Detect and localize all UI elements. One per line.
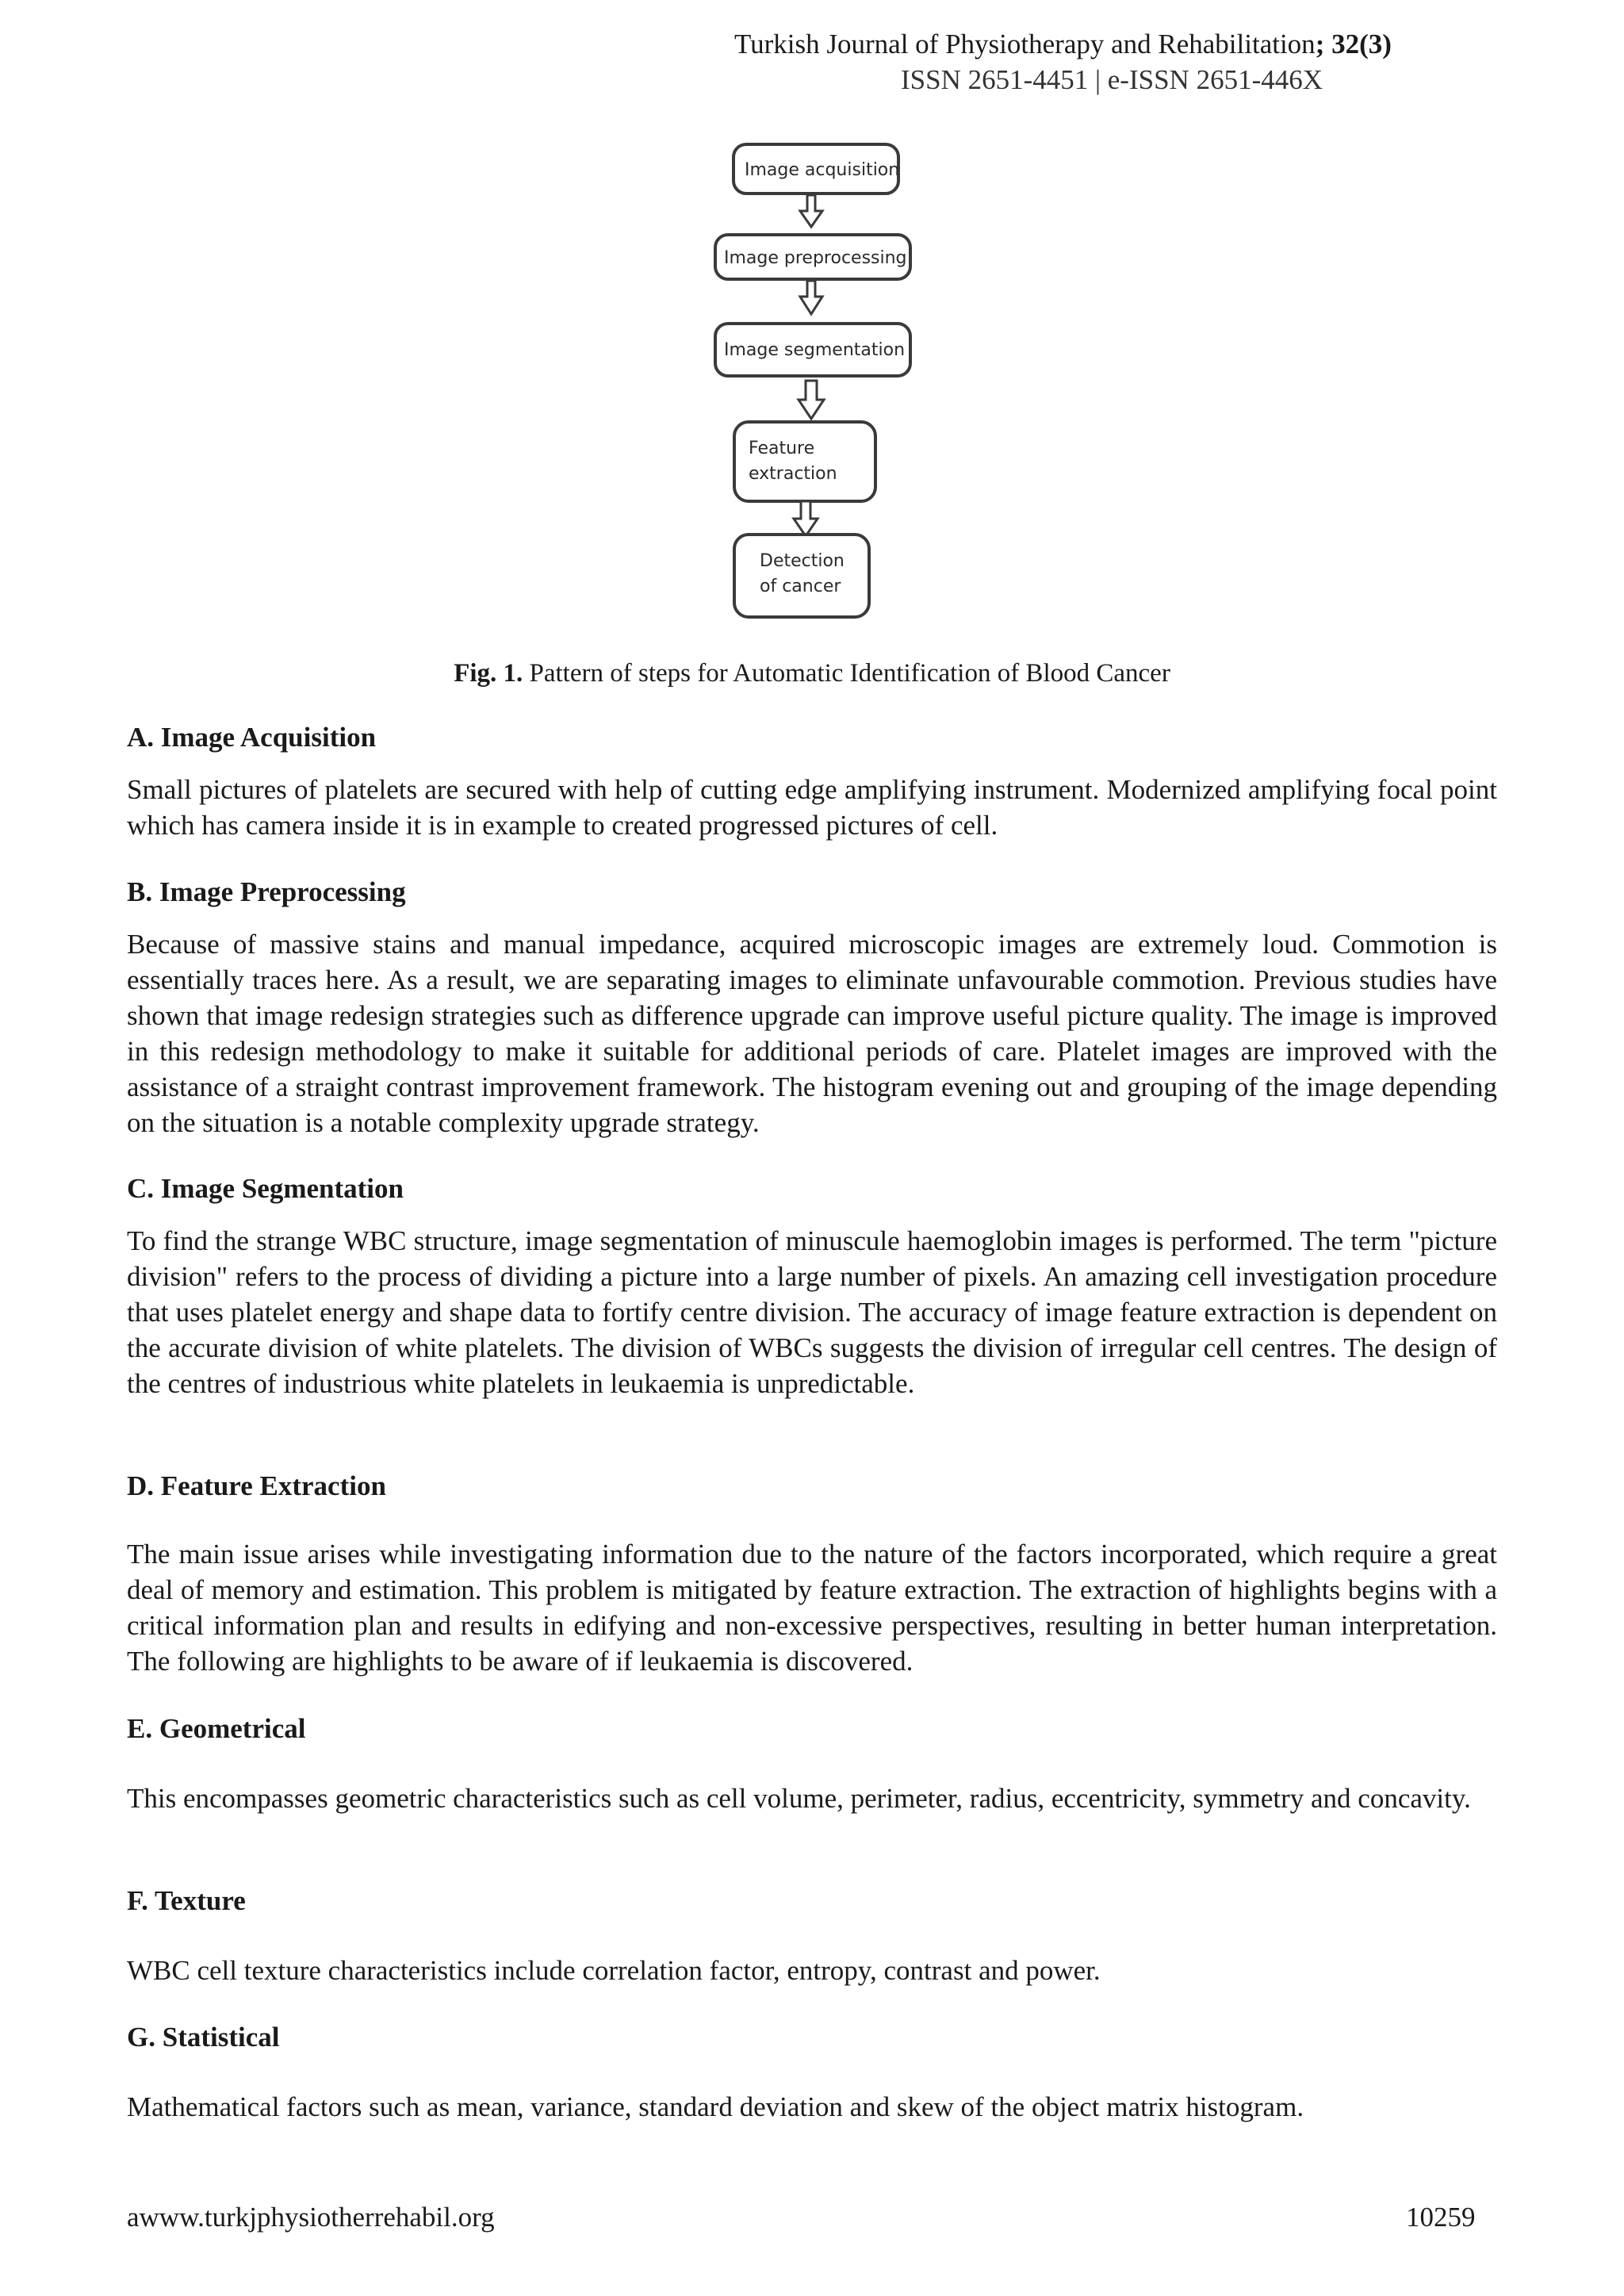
flow-step-label-line1: Detection [760,551,845,571]
flow-step-detection-of-cancer [734,535,869,617]
section-heading-image-acquisition: A. Image Acquisition [127,722,377,753]
flow-step-label: Image preprocessing [724,248,907,268]
flow-step-label: Image acquisition [745,160,900,180]
flow-step-label-line2: extraction [749,464,837,484]
figure-label: Fig. 1. [454,659,523,688]
flow-arrow [800,281,822,314]
journal-issn: ISSN 2651-4451 | e-ISSN 2651-446X [901,64,1323,95]
flow-step-image-acquisition [733,144,899,194]
journal-name: Turkish Journal of Physiotherapy and Rehabilitation [734,29,1316,59]
section-text-texture: WBC cell texture characteristics include correlation factor, entropy, contrast and power. [127,1955,1101,1986]
journal-title [734,27,1392,62]
section-heading-statistical: G. Statistical [127,2022,280,2053]
section-text-image-acquisition: Small pictures of platelets are secured with help of cutting edge amplifying instrument. Modernized amplifying focal point which has camera inside it is in example to created progressed pictures of cell. [127,774,1497,841]
flow-step-label: Image segmentation [724,340,906,360]
flowchart-figure [698,135,936,628]
figure-caption-text: Pattern of steps for Automatic Identification of Blood Cancer [523,659,1170,688]
footer-website: awww.turkjphysiotherrehabil.org [127,2202,495,2233]
section-text-image-segmentation: To find the strange WBC structure, image segmentation of minuscule haemoglobin images is performed. The term "picture division" refers to the process of dividing a picture into a large number of pixels. An amazing cell investigation procedure that uses platelet energy and shape data to fortify centre division. The accuracy of image feature extraction is dependent on the accurate division of white platelets. The division of WBCs suggests the division of irregular cell centres. The design of the centres of industrious white platelets in leukaemia is unpredictable. [127,1225,1497,1399]
section-text-image-preprocessing: Because of massive stains and manual impedance, acquired microscopic images are extremely loud. Commotion is essentially traces here. As a result, we are separating images to eliminate unfavourable commotion. Previous studies have shown that image redesign strategies such as difference upgrade can improve useful picture quality. The image is improved in this redesign methodology to make it suitable for additional periods of care. Platelet images are improved with the assistance of a straight contrast improvement framework. The histogram evening out and grouping of the image depending on the situation is a notable complexity upgrade strategy. [127,929,1497,1138]
flow-arrow [794,501,818,536]
section-heading-feature-extraction: D. Feature Extraction [127,1470,386,1501]
section-heading-texture: F. Texture [127,1885,246,1916]
flow-step-label-line1: Feature [749,439,815,458]
section-heading-image-segmentation: C. Image Segmentation [127,1173,404,1204]
journal-volume: ; 32(3) [1315,29,1392,59]
page-number: 10259 [1406,2202,1476,2233]
section-text-geometrical: This encompasses geometric characteristics such as cell volume, perimeter, radius, eccentricity, symmetry and concavity. [127,1783,1471,1814]
figure-caption [0,657,1624,690]
section-text-statistical: Mathematical factors such as mean, variance, standard deviation and skew of the object matrix histogram. [127,2091,1304,2122]
flow-step-label-line2: of cancer [760,577,841,596]
section-heading-image-preprocessing: B. Image Preprocessing [127,876,406,907]
flow-step-image-preprocessing [715,235,910,279]
flow-arrow [800,195,822,227]
flow-step-feature-extraction [734,422,875,501]
flow-step-image-segmentation [715,324,910,376]
flow-arrow [799,381,824,419]
section-text-feature-extraction: The main issue arises while investigating information due to the nature of the factors incorporated, which require a great deal of memory and estimation. This problem is mitigated by feature extraction. The extraction of highlights begins with a critical information plan and results in edifying and non-excessive perspectives, resulting in better human interpretation. The following are highlights to be aware of if leukaemia is discovered. [127,1539,1497,1677]
section-heading-geometrical: E. Geometrical [127,1713,306,1744]
